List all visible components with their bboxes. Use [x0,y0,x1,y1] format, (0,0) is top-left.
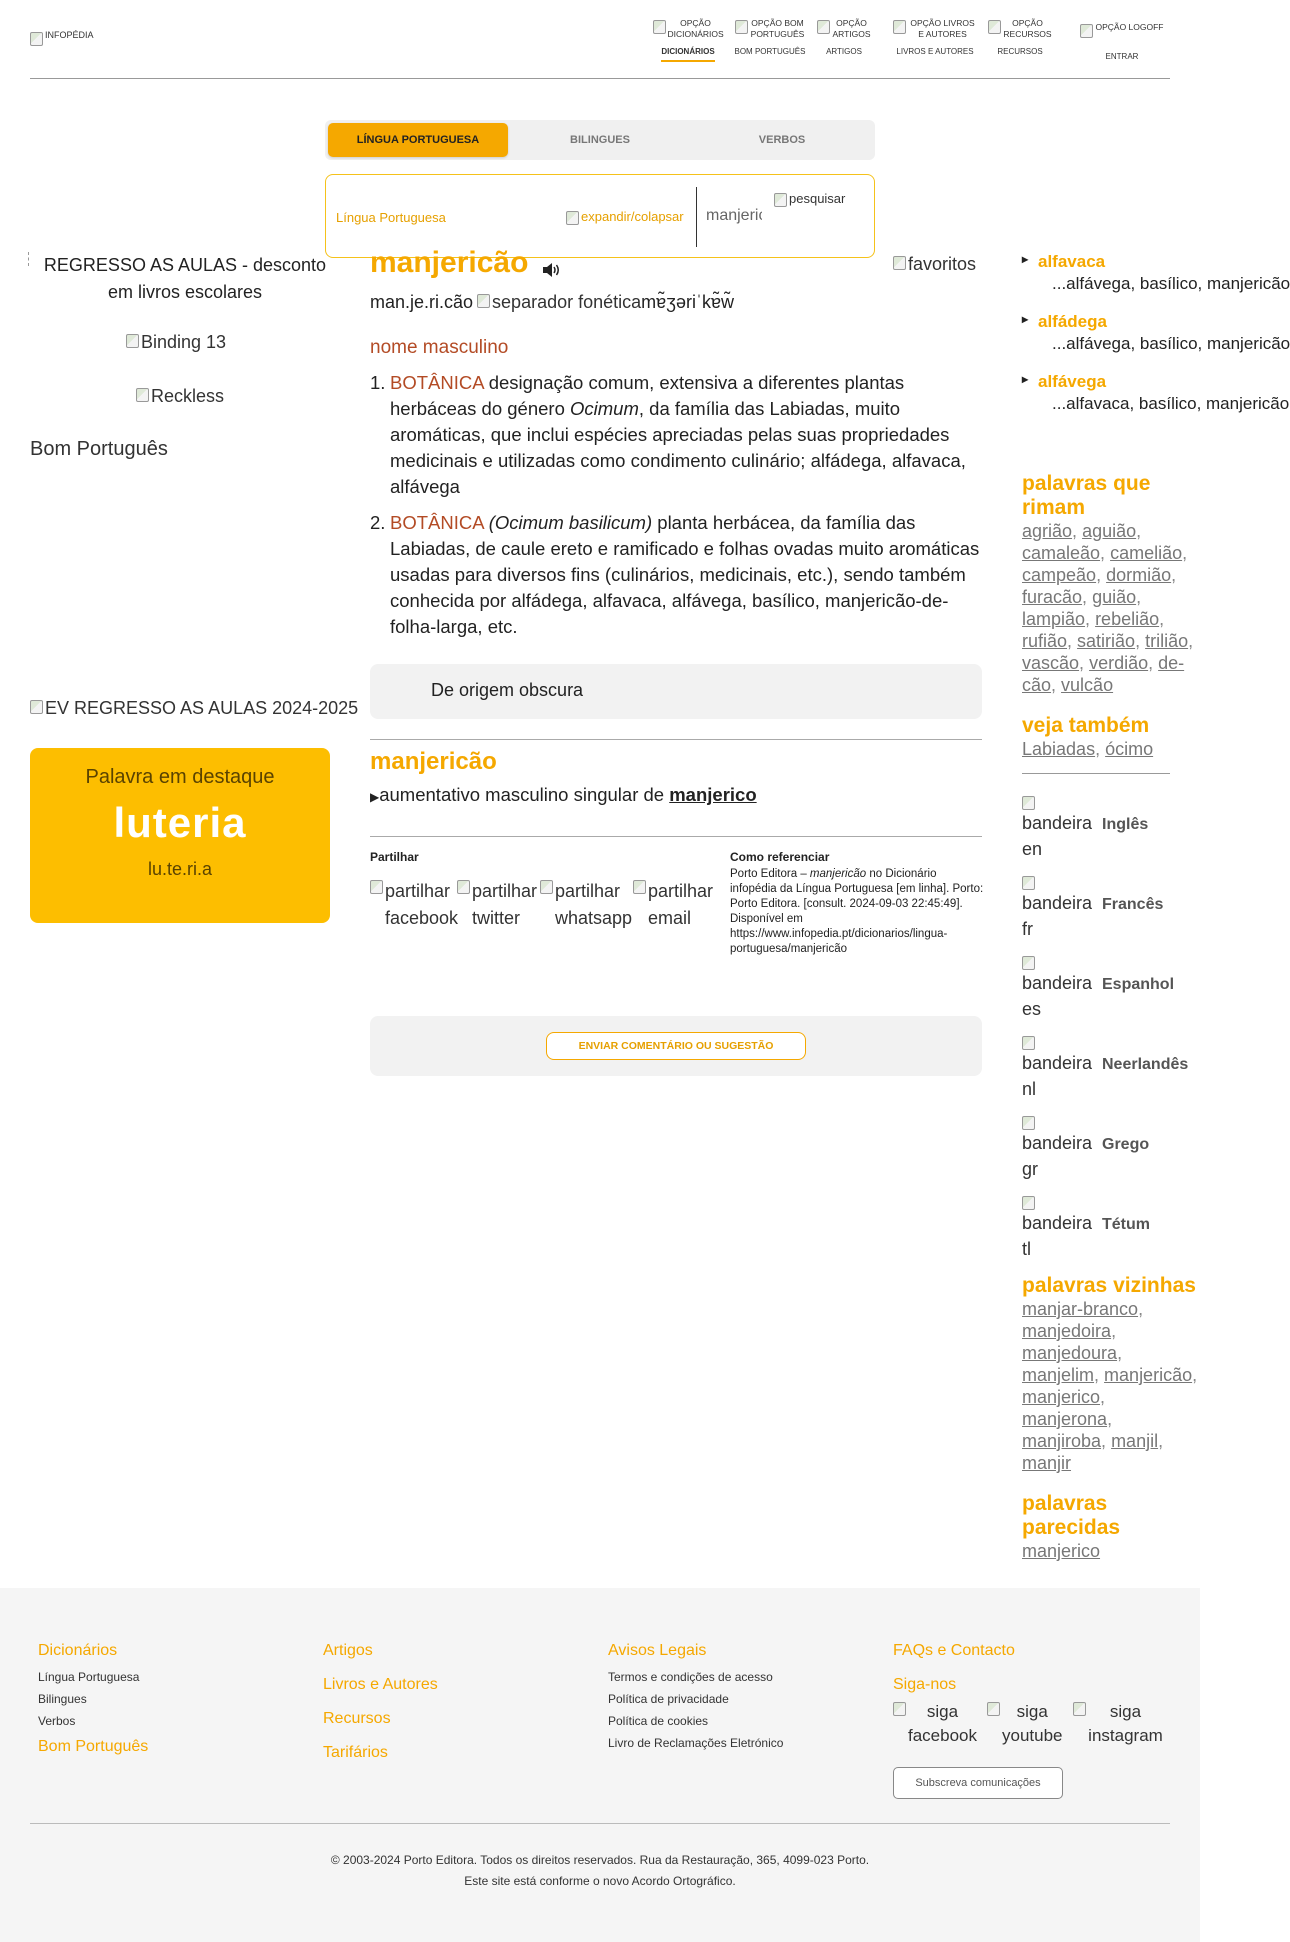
search-divider [696,187,697,247]
nav-icon-alt: OPÇÃO RECURSOS [1003,18,1052,39]
search-input[interactable] [706,207,762,225]
rhymes-list [1022,520,1200,696]
sense-text [390,370,982,500]
sense-item [370,510,982,640]
footer-bom-portugues[interactable]: Bom Português [38,1738,149,1755]
ortografia-note: Este site está conforme o novo Acordo Ortográfico. [464,1874,736,1888]
rhyme-link[interactable]: aguião [1082,521,1137,541]
footer-divider [30,1823,1170,1824]
see-also-link[interactable]: Labiadas [1022,739,1096,759]
broken-image-icon [893,256,906,270]
nav-label: LIVROS E AUTORES [896,47,974,56]
separator: , [1096,565,1107,585]
separator-alt-text: separador fonética [492,292,642,312]
nav-bom-portugues[interactable] [730,18,810,57]
inflection-description [370,784,757,806]
neighbor-word-link[interactable]: manjedoura [1022,1343,1118,1363]
social-alt-text: siga youtube [1002,1702,1063,1745]
neighbor-word-link[interactable]: manjedoira [1022,1321,1112,1341]
rhyme-link[interactable]: satirião [1077,631,1136,651]
neighbor-word-link[interactable]: manjelim [1022,1365,1095,1385]
word-of-the-day-card[interactable] [30,748,330,923]
nav-artigos[interactable] [814,18,874,57]
neighbor-word-link[interactable]: manjil [1111,1431,1159,1451]
broken-image-icon [1022,796,1035,810]
related-word[interactable]: ▸ alfávega [1022,372,1200,392]
separator: , [1094,1365,1105,1385]
sense-number: 1. [370,372,386,393]
separator: , [1111,1321,1117,1341]
tab-bilingues[interactable]: BILINGUES [570,134,630,146]
rhyme-link[interactable]: camelião [1110,543,1183,563]
separator: , [1101,1431,1112,1451]
citation-title: Como referenciar [730,850,830,864]
sense-item [370,370,982,500]
ad-banner-regresso-aulas[interactable]: REGRESSO AS AULAS - desconto em livros escolares [43,255,327,302]
footer-link[interactable]: Bilingues [38,1692,87,1706]
wotd-word: luteria [113,799,247,846]
broken-image-icon [1022,1116,1035,1130]
broken-image-icon [988,20,1001,34]
nav-icon-alt: OPÇÃO BOM PORTUGUÊS [750,18,805,39]
ad-reckless[interactable] [136,386,224,407]
expand-collapse-button[interactable] [566,209,686,225]
nav-icon-alt: OPÇÃO ARTIGOS [832,18,871,39]
sense-italic: (Ocimum basilicum) [488,512,653,533]
rhyme-link[interactable]: agrião [1022,521,1073,541]
share-whatsapp-button[interactable] [540,878,633,932]
rhyme-link[interactable]: verdião [1089,653,1149,673]
rhyme-link[interactable]: vascão [1022,653,1080,673]
rhyme-link[interactable]: furacão [1022,587,1083,607]
separator: , [1095,739,1106,759]
share-alt-text: partilhar email [648,881,714,928]
citation-part: no Dicionário infopédia da Língua Portuguesa [em linha]. Porto: Porto Editora. [consult. 2024-09-03 22:45:49]. Disponível em https://www.infopedia.pt/dicionarios/lingua-portuguesa/manjericão [730,868,984,955]
instagram-link[interactable] [1073,1700,1163,1748]
broken-image-icon [1022,1036,1035,1050]
translation-item[interactable] [1022,1034,1200,1104]
translation-item[interactable] [1022,954,1200,1024]
broken-image-icon [817,20,830,34]
broken-image-icon [1073,1702,1086,1716]
sense-text-part: , da família das Labiadas, muito aromáticas, que inclui espécies apreciadas pelas suas propriedades medicinais e utilizadas como condimento culinário; alfádega, alfavaca, alfávega [390,398,966,497]
translation-language[interactable]: Inglês [1102,816,1149,833]
flag-icon [1022,1034,1102,1102]
tab-verbos[interactable]: VERBOS [758,134,806,146]
broken-image-icon [457,880,470,894]
nav-active-underline [661,60,715,62]
flag-icon [1022,794,1102,862]
flag-alt-text: bandeira fr [1022,893,1093,939]
broken-image-icon [893,20,906,34]
copyright-line: © 2003-2024 Porto Editora. Todos os direitos reservados. Rua da Restauração, 365, 4099-023 Porto. [330,1853,870,1867]
share-alt-text: partilhar twitter [472,881,538,928]
rhymes-title: palavras que rimam [1022,472,1151,519]
footer-artigos[interactable]: Artigos [323,1642,373,1659]
separator: , [1079,653,1090,673]
broken-image-icon [126,334,139,348]
citation-word: manjericão [809,868,867,880]
etymology-text: De origem obscura [431,680,584,700]
youtube-link[interactable] [987,1700,1063,1748]
separator: , [1136,587,1142,607]
inflection-link[interactable]: manjerico [669,784,757,805]
footer-link[interactable]: Verbos [38,1714,76,1728]
social-alt-text: siga instagram [1088,1702,1163,1745]
rhyme-link[interactable]: guião [1092,587,1137,607]
share-twitter-button[interactable] [457,878,547,932]
neighbor-word-link[interactable]: manjericão [1104,1365,1193,1385]
broken-image-icon [540,880,553,894]
flag-alt-text: bandeira tl [1022,1213,1093,1259]
flag-icon [1022,1194,1102,1262]
related-snippet: ...alfávega, basílico, manjericão [1052,334,1290,353]
nav-recursos[interactable] [982,18,1058,57]
send-feedback-button[interactable]: ENVIAR COMENTÁRIO OU SUGESTÃO [546,1032,806,1060]
inflection-word: manjericão [370,748,497,775]
rhyme-link[interactable]: rebelião [1095,609,1160,629]
nav-label: RECURSOS [997,47,1043,56]
translation-language[interactable]: Grego [1102,1136,1150,1153]
broken-image-icon [1022,1196,1035,1210]
separator: , [1117,1343,1123,1363]
footer-link[interactable]: Língua Portuguesa [38,1670,140,1684]
broken-image-icon [987,1702,1000,1716]
section-divider [370,739,982,740]
flag-alt-text: bandeira en [1022,813,1093,859]
separator: , [1107,1409,1113,1429]
flag-icon [1022,874,1102,942]
dictionary-selector[interactable]: Língua Portuguesa [336,210,446,225]
nav-label: ARTIGOS [826,47,862,56]
translation-item[interactable] [1022,1194,1200,1264]
citation-text [730,867,984,957]
infopedia-logo[interactable] [30,30,94,46]
rhyme-link[interactable]: camaleão [1022,543,1101,563]
audio-play-icon[interactable] [541,262,561,278]
ad-alt-text: EV REGRESSO AS AULAS 2024-2025 [45,698,359,718]
separator: , [1159,609,1165,629]
nav-label: BOM PORTUGUÊS [734,47,806,56]
neighbor-word-link[interactable]: manjerico [1022,1387,1101,1407]
translation-language[interactable]: Francês [1102,896,1164,913]
similar-word-link[interactable]: manjerico [1022,1541,1101,1561]
rhyme-link[interactable]: dormião [1106,565,1172,585]
feedback-box [370,1016,982,1076]
expand-alt-text: expandir/colapsar [581,209,684,224]
footer-link[interactable]: Livro de Reclamações Eletrónico [608,1736,784,1750]
separator: , [1051,675,1062,695]
footer-link[interactable]: Política de cookies [608,1714,709,1728]
nav-icon-alt: OPÇÃO LIVROS E AUTORES [910,18,975,39]
separator: , [1100,543,1111,563]
broken-image-icon [30,700,43,714]
broken-image-icon [566,211,579,225]
flag-alt-text: bandeira nl [1022,1053,1093,1099]
favorites-button[interactable] [893,254,976,275]
share-email-button[interactable] [633,878,723,932]
footer-livros-autores[interactable]: Livros e Autores [323,1676,438,1693]
translation-language[interactable]: Espanhol [1102,976,1175,993]
footer-link[interactable]: Termos e condições de acesso [608,1670,773,1684]
broken-image-icon [30,32,43,46]
favorites-alt-text: favoritos [908,254,977,274]
see-also-title: veja também [1022,714,1150,737]
separator: , [1136,521,1142,541]
headword: manjericão [370,246,529,279]
flag-alt-text: bandeira gr [1022,1133,1093,1179]
separator: , [1148,653,1159,673]
sense-text-part: designação comum, extensiva a diferentes plantas herbáceas do género [390,372,905,419]
syllable-division: man.je.ri.cão [370,292,474,312]
footer-dicionarios[interactable]: Dicionários [38,1642,118,1659]
separator: , [1100,1387,1106,1407]
footer-faqs-contacto[interactable]: FAQs e Contacto [893,1642,1015,1659]
neighbor-word-link[interactable]: manjar-branco [1022,1299,1139,1319]
broken-image-icon [653,20,666,34]
share-facebook-button[interactable] [370,878,460,932]
similar-list [1022,1540,1200,1562]
broken-image-icon [477,294,490,308]
nav-dicionarios[interactable] [648,18,728,62]
right-sidebar [1022,252,1290,1561]
flag-icon [1022,1114,1102,1182]
social-links [893,1700,1163,1748]
separator: , [1182,543,1188,563]
share-alt-text: partilhar whatsapp [555,881,633,928]
translation-language[interactable]: Neerlandês [1102,1056,1189,1073]
bom-portugues-heading[interactable]: Bom Português [30,438,168,460]
footer-link[interactable]: Política de privacidade [608,1692,729,1706]
dictionary-tabs [325,120,875,160]
broken-image-icon [136,388,149,402]
rhyme-link[interactable]: campeão [1022,565,1097,585]
copyright [0,1850,1200,1892]
related-snippet: ...alfávega, basílico, manjericão [1052,274,1290,293]
section-divider [370,836,982,837]
nav-icon-alt: OPÇÃO DICIONÁRIOS [667,18,724,39]
translations-list [1022,794,1200,1264]
related-entry[interactable] [1022,252,1290,312]
rhyme-link[interactable]: vulcão [1061,675,1114,695]
nav-label: ENTRAR [1105,52,1139,61]
bullet-arrow-icon: ▶ [370,790,380,804]
translation-item[interactable] [1022,874,1200,944]
nav-label: DICIONÁRIOS [661,47,715,56]
translation-item[interactable] [1022,1114,1200,1184]
nav-entrar[interactable] [1080,22,1164,62]
sense-text-part: planta herbácea, da família das Labiadas, de caule ereto e ramificado e folhas ovadas muito aromáticas usadas para diversos fins (culinários, medicinais, etc.), sendo também conhecida por alfádega, alfavaca, alfávega, basílico, manjericão-de-folha-larga, etc. [390,512,980,637]
see-also-list [1022,738,1200,760]
broken-image-icon [370,880,383,894]
separator: , [1138,1299,1144,1319]
separator: , [1082,587,1093,607]
related-word[interactable]: ▸ alfádega [1022,312,1200,332]
neighbor-word-link[interactable]: manjiroba [1022,1431,1102,1451]
share-title: Partilhar [370,850,419,864]
flag-icon [1022,954,1102,1022]
ad-alt-text: Binding 13 [141,332,227,352]
translation-item[interactable] [1022,794,1200,864]
footer-siga-nos: Siga-nos [893,1676,957,1693]
section-divider [1022,760,1170,774]
sense-text [390,510,982,640]
broken-image-icon [1022,956,1035,970]
etymology-box [370,664,982,719]
phonetic-transcription: mɐ̃ʒəriˈkɐ̃w̃ [641,292,734,312]
nav-livros-autores[interactable] [890,18,980,57]
related-snippet: ...alfavaca, basílico, manjericão [1052,394,1290,413]
sense-list [370,370,982,650]
broken-image-icon [774,193,787,207]
phonetic-separator [477,292,641,313]
broken-image-icon [735,20,748,34]
separator: , [1067,631,1078,651]
sense-domain[interactable]: BOTÂNICA [390,512,484,533]
part-of-speech: nome masculino [370,337,509,358]
wotd-syllables: lu.te.ri.a [147,859,213,879]
separator: , [1188,631,1194,651]
neighbors-list [1022,1298,1200,1474]
footer-tarifarios[interactable]: Tarifários [323,1744,388,1761]
separator: , [1192,1365,1198,1385]
similar-title: palavras parecidas [1022,1492,1121,1539]
rhyme-link[interactable]: de-cão [1022,653,1185,695]
related-entry[interactable] [1022,372,1290,432]
nav-icon-alt: OPÇÃO LOGOFF [1095,22,1164,32]
ad-binding-13[interactable] [126,332,226,353]
separator: , [1085,609,1096,629]
broken-image-icon [893,1702,906,1716]
search-button[interactable] [774,191,864,215]
header-divider [30,78,1170,79]
pronunciation [370,292,734,313]
facebook-link[interactable] [893,1700,977,1748]
ad-alt-text: Reckless [151,386,225,406]
separator: , [1135,631,1146,651]
citation-part: Porto Editora – [730,868,810,880]
footer-avisos-legais[interactable]: Avisos Legais [608,1642,707,1659]
broken-image-icon [633,880,646,894]
translation-language[interactable]: Tétum [1102,1216,1150,1233]
separator: , [1072,521,1083,541]
rhyme-link[interactable]: trilião [1145,631,1189,651]
logo-alt-text: INFOPÉDIA [45,30,94,40]
rhyme-link[interactable]: rufião [1022,631,1068,651]
neighbor-word-link[interactable]: manjir [1022,1453,1072,1473]
flag-alt-text: bandeira es [1022,973,1093,1019]
related-word[interactable]: ▸ alfavaca [1022,252,1200,272]
social-alt-text: siga facebook [908,1702,977,1745]
sense-number: 2. [370,512,386,533]
share-alt-text: partilhar facebook [385,881,459,928]
tab-lingua-portuguesa[interactable]: LÍNGUA PORTUGUESA [328,123,508,157]
search-alt-text: pesquisar [789,191,846,206]
separator: , [1158,1431,1164,1451]
broken-image-icon [1022,876,1035,890]
rhyme-link[interactable]: lampião [1022,609,1086,629]
neighbors-title: palavras vizinhas [1022,1274,1196,1297]
see-also-link[interactable]: ócimo [1105,739,1154,759]
subscribe-button[interactable]: Subscreva comunicações [893,1767,1063,1799]
inflection-text: aumentativo masculino singular de [379,784,670,805]
sense-domain[interactable]: BOTÂNICA [390,372,484,393]
wotd-title: Palavra em destaque [85,766,275,788]
broken-image-icon [1080,24,1093,38]
related-entry[interactable] [1022,312,1290,372]
neighbor-word-link[interactable]: manjerona [1022,1409,1108,1429]
separator: , [1171,565,1177,585]
ad-ev-regresso-aulas[interactable] [30,698,358,719]
footer-recursos[interactable]: Recursos [323,1710,391,1727]
sense-italic: Ocimum [570,398,639,419]
